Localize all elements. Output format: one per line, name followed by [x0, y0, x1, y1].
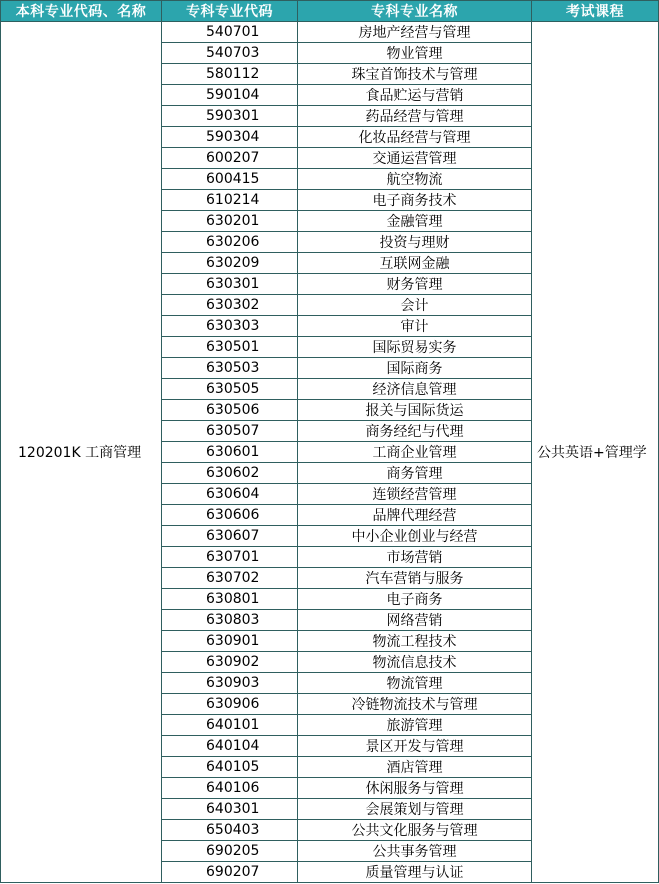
college-code-cell: 640101 — [162, 715, 298, 736]
college-name-cell: 质量管理与认证 — [298, 862, 532, 883]
college-name-cell: 品牌代理经营 — [298, 505, 532, 526]
college-code-cell: 630903 — [162, 673, 298, 694]
college-code-cell: 540701 — [162, 22, 298, 43]
college-code-cell: 650403 — [162, 820, 298, 841]
college-name-cell: 会计 — [298, 295, 532, 316]
college-name-cell: 化妆品经营与管理 — [298, 127, 532, 148]
college-code-cell: 610214 — [162, 190, 298, 211]
college-code-cell: 630601 — [162, 442, 298, 463]
college-code-cell: 630906 — [162, 694, 298, 715]
college-name-cell: 酒店管理 — [298, 757, 532, 778]
college-code-cell: 630501 — [162, 337, 298, 358]
header-exam-courses: 考试课程 — [532, 1, 659, 22]
college-code-cell: 640104 — [162, 736, 298, 757]
college-name-cell: 国际贸易实务 — [298, 337, 532, 358]
college-code-cell: 630302 — [162, 295, 298, 316]
college-name-cell: 商务管理 — [298, 463, 532, 484]
college-code-cell: 630803 — [162, 610, 298, 631]
college-name-cell: 汽车营销与服务 — [298, 568, 532, 589]
college-name-cell: 金融管理 — [298, 211, 532, 232]
college-name-cell: 报关与国际货运 — [298, 400, 532, 421]
college-code-cell: 630301 — [162, 274, 298, 295]
college-name-cell: 国际商务 — [298, 358, 532, 379]
college-name-cell: 审计 — [298, 316, 532, 337]
college-code-cell: 630505 — [162, 379, 298, 400]
college-name-cell: 药品经营与管理 — [298, 106, 532, 127]
college-code-cell: 630607 — [162, 526, 298, 547]
college-code-cell: 590301 — [162, 106, 298, 127]
college-code-cell: 600415 — [162, 169, 298, 190]
table-body — [1, 22, 659, 883]
college-name-cell: 中小企业创业与经营 — [298, 526, 532, 547]
college-code-cell: 590304 — [162, 127, 298, 148]
college-code-cell: 540703 — [162, 43, 298, 64]
college-code-cell: 640105 — [162, 757, 298, 778]
college-name-cell: 电子商务 — [298, 589, 532, 610]
college-code-cell: 630209 — [162, 253, 298, 274]
college-name-cell: 休闲服务与管理 — [298, 778, 532, 799]
header-college-name: 专科专业名称 — [298, 1, 532, 22]
college-code-cell: 630503 — [162, 358, 298, 379]
college-code-cell: 630901 — [162, 631, 298, 652]
college-code-cell: 630604 — [162, 484, 298, 505]
college-code-cell: 630201 — [162, 211, 298, 232]
college-name-cell: 物业管理 — [298, 43, 532, 64]
college-name-cell: 交通运营管理 — [298, 148, 532, 169]
header-row — [1, 1, 659, 22]
college-code-cell: 640106 — [162, 778, 298, 799]
college-code-cell: 630606 — [162, 505, 298, 526]
college-name-cell: 市场营销 — [298, 547, 532, 568]
college-name-cell: 电子商务技术 — [298, 190, 532, 211]
exam-courses-cell: 公共英语+管理学 — [532, 22, 659, 883]
table-row — [1, 22, 659, 43]
college-name-cell: 公共文化服务与管理 — [298, 820, 532, 841]
college-code-cell: 630902 — [162, 652, 298, 673]
college-name-cell: 投资与理财 — [298, 232, 532, 253]
college-name-cell: 连锁经营管理 — [298, 484, 532, 505]
college-name-cell: 公共事务管理 — [298, 841, 532, 862]
college-code-cell: 630701 — [162, 547, 298, 568]
college-name-cell: 景区开发与管理 — [298, 736, 532, 757]
college-code-cell: 690205 — [162, 841, 298, 862]
college-code-cell: 590104 — [162, 85, 298, 106]
college-code-cell: 630507 — [162, 421, 298, 442]
college-code-cell: 630801 — [162, 589, 298, 610]
college-name-cell: 互联网金融 — [298, 253, 532, 274]
college-name-cell: 网络营销 — [298, 610, 532, 631]
college-code-cell: 580112 — [162, 64, 298, 85]
college-name-cell: 工商企业管理 — [298, 442, 532, 463]
header-undergrad-major: 本科专业代码、名称 — [1, 1, 162, 22]
college-name-cell: 物流信息技术 — [298, 652, 532, 673]
college-code-cell: 630206 — [162, 232, 298, 253]
college-code-cell: 640301 — [162, 799, 298, 820]
college-name-cell: 冷链物流技术与管理 — [298, 694, 532, 715]
college-name-cell: 旅游管理 — [298, 715, 532, 736]
college-name-cell: 会展策划与管理 — [298, 799, 532, 820]
header-college-code: 专科专业代码 — [162, 1, 298, 22]
college-name-cell: 物流工程技术 — [298, 631, 532, 652]
college-code-cell: 630602 — [162, 463, 298, 484]
college-code-cell: 690207 — [162, 862, 298, 883]
college-name-cell: 物流管理 — [298, 673, 532, 694]
college-name-cell: 房地产经营与管理 — [298, 22, 532, 43]
college-code-cell: 630303 — [162, 316, 298, 337]
college-name-cell: 商务经纪与代理 — [298, 421, 532, 442]
undergrad-major-cell: 120201K 工商管理 — [1, 22, 162, 883]
college-name-cell: 经济信息管理 — [298, 379, 532, 400]
college-name-cell: 财务管理 — [298, 274, 532, 295]
college-code-cell: 630506 — [162, 400, 298, 421]
college-code-cell: 630702 — [162, 568, 298, 589]
college-name-cell: 航空物流 — [298, 169, 532, 190]
college-code-cell: 600207 — [162, 148, 298, 169]
college-name-cell: 珠宝首饰技术与管理 — [298, 64, 532, 85]
college-name-cell: 食品贮运与营销 — [298, 85, 532, 106]
